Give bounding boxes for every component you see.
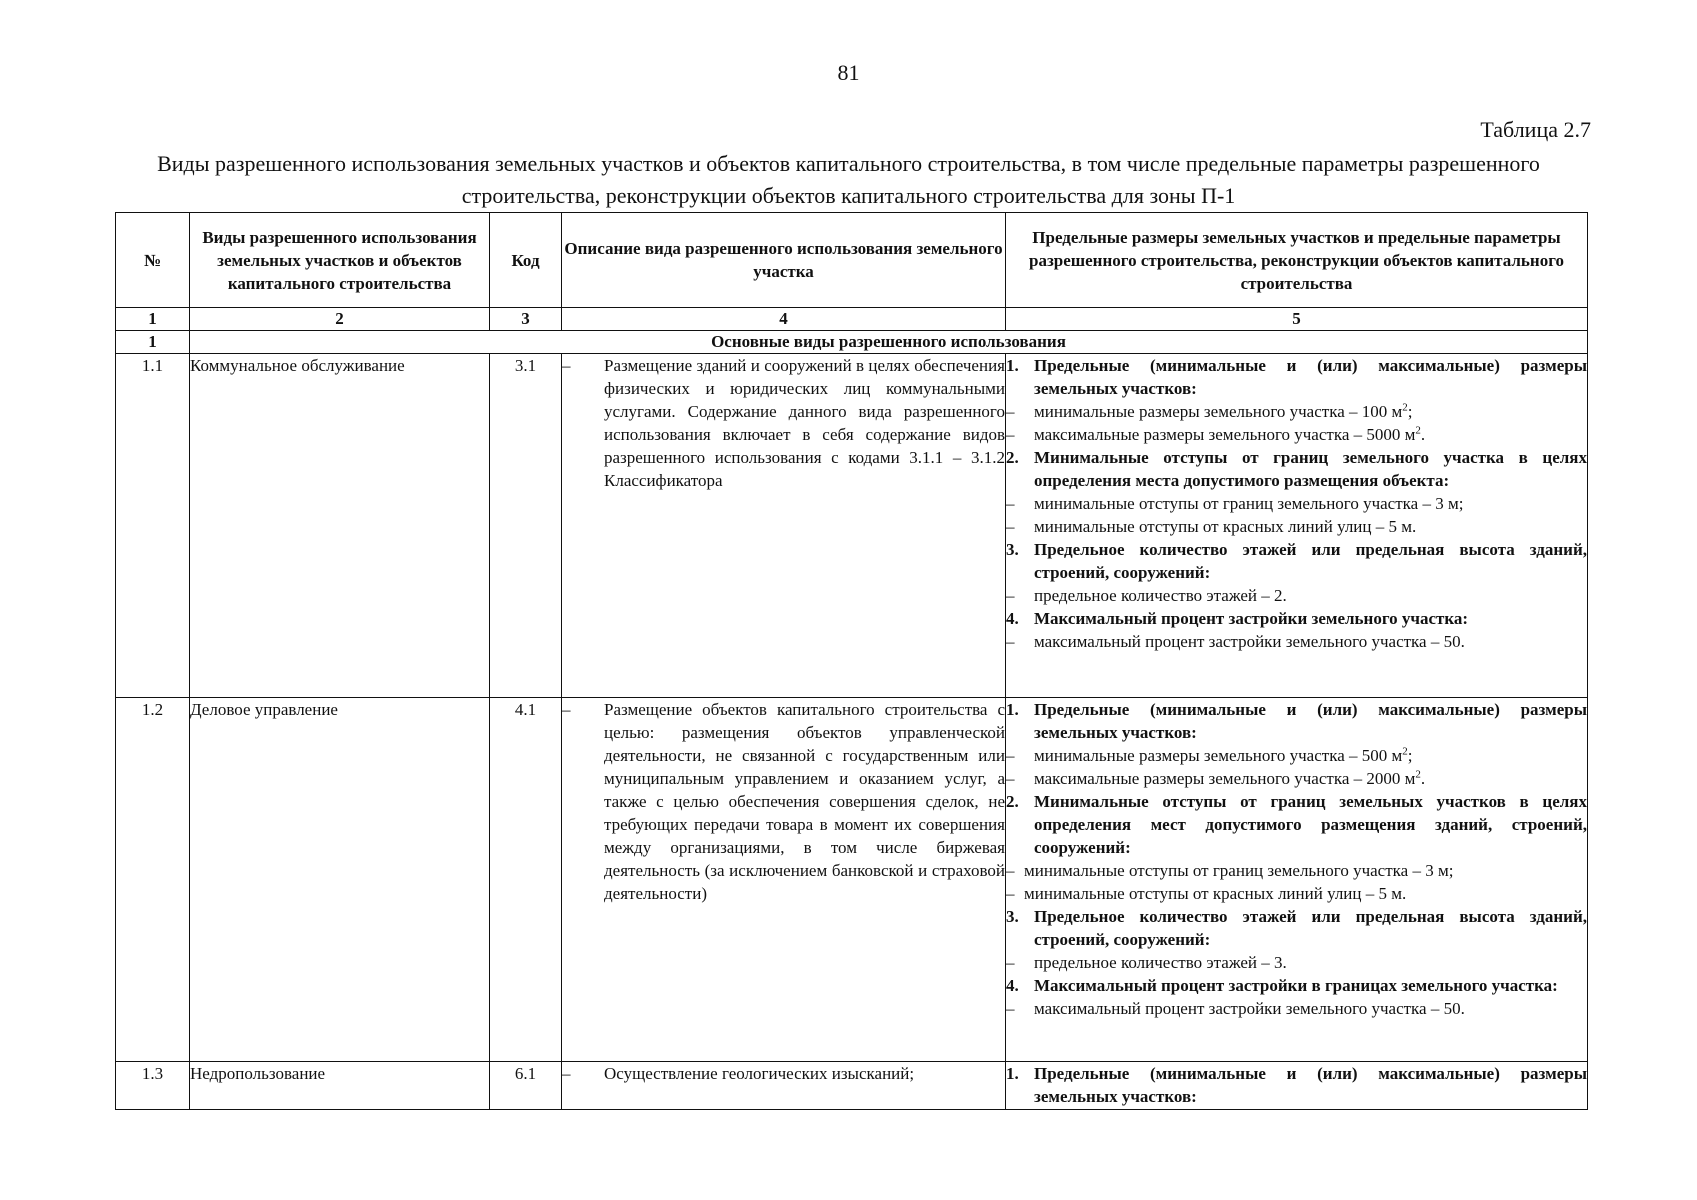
param-heading: Минимальные отступы от границ земельных участков в целях определения мест допустимого размещения зданий, строений, сооружений: xyxy=(1034,792,1587,857)
item-number: 3. xyxy=(1006,907,1019,926)
row-code: 4.1 xyxy=(490,698,562,1062)
column-number-row xyxy=(116,308,1588,331)
superscript: 2 xyxy=(1402,401,1408,414)
punctuation: ; xyxy=(1407,746,1413,765)
column-number: 5 xyxy=(1006,308,1588,331)
item-number: 4. xyxy=(1006,609,1019,628)
row-num: 1.3 xyxy=(116,1062,190,1110)
param-heading: Предельное количество этажей или предельная высота зданий, строений, сооружений: xyxy=(1034,907,1587,949)
desc-text: Размещение объектов капитального строительства с целью: размещения объектов управленческой деятельности, не связанной с государственным или муниципальным управлением и оказанием услуг, а также с целью обеспечения совершения сделок, не требующих передачи товара в момент их совершения между организациями, в том числе биржевая деятельность (за исключением банковской и страховой деятельности) xyxy=(604,700,1005,903)
param-value: максимальные размеры земельного участка – 2000 м xyxy=(1034,769,1416,788)
superscript: 2 xyxy=(1415,768,1421,781)
dash-marker: – xyxy=(1006,746,1015,765)
dash-marker: – xyxy=(1006,861,1015,880)
row-desc xyxy=(562,698,1006,1062)
zoning-table xyxy=(115,212,1588,1110)
param-heading: Предельные (минимальные и (или) максимальные) размеры земельных участков: xyxy=(1034,356,1587,398)
header-kind: Виды разрешенного использования земельных участков и объектов капитального строительства xyxy=(190,213,490,308)
dash-marker: – xyxy=(1006,884,1015,903)
dash-marker: – xyxy=(1006,632,1015,651)
param-heading: Максимальный процент застройки в границах земельного участка: xyxy=(1034,976,1558,995)
item-number: 1. xyxy=(1006,1064,1019,1083)
header-code: Код xyxy=(490,213,562,308)
param-value: максимальный процент застройки земельного участка – 50. xyxy=(1034,999,1465,1018)
param-heading: Максимальный процент застройки земельного участка: xyxy=(1034,609,1469,628)
row-params xyxy=(1006,1062,1588,1110)
table-row xyxy=(116,354,1588,698)
item-number: 1. xyxy=(1006,356,1019,375)
section-title: Основные виды разрешенного использования xyxy=(190,331,1588,354)
param-value: минимальные отступы от красных линий улиц – 5 м. xyxy=(1024,884,1407,903)
dash-marker: – xyxy=(1006,494,1015,513)
row-kind: Недропользование xyxy=(190,1062,490,1110)
row-code: 6.1 xyxy=(490,1062,562,1110)
dash-marker: – xyxy=(1006,517,1015,536)
row-desc xyxy=(562,354,1006,698)
row-kind: Деловое управление xyxy=(190,698,490,1062)
column-number: 2 xyxy=(190,308,490,331)
dash-marker: – xyxy=(1006,586,1015,605)
dash-marker: – xyxy=(1006,953,1015,972)
row-params xyxy=(1006,698,1588,1062)
param-value: максимальный процент застройки земельного участка – 50. xyxy=(1034,632,1465,651)
dash-marker: – xyxy=(562,700,571,719)
superscript: 2 xyxy=(1415,424,1421,437)
dash-marker: – xyxy=(562,356,571,375)
section-row xyxy=(116,331,1588,354)
header-desc: Описание вида разрешенного использования земельного участка xyxy=(562,213,1006,308)
param-heading: Минимальные отступы от границ земельного участка в целях определения места допустимого размещения объекта: xyxy=(1034,448,1587,490)
column-number: 3 xyxy=(490,308,562,331)
page-number: 81 xyxy=(837,60,860,85)
column-number: 4 xyxy=(562,308,1006,331)
dash-marker: – xyxy=(562,1064,571,1083)
superscript: 2 xyxy=(1402,745,1408,758)
row-desc xyxy=(562,1062,1006,1110)
header-num: № xyxy=(116,213,190,308)
item-number: 1. xyxy=(1006,700,1019,719)
section-num: 1 xyxy=(116,331,190,354)
param-value: предельное количество этажей – 3. xyxy=(1034,953,1287,972)
row-code: 3.1 xyxy=(490,354,562,698)
row-num: 1.2 xyxy=(116,698,190,1062)
dash-marker: – xyxy=(1006,769,1015,788)
punctuation: . xyxy=(1420,769,1426,788)
param-value: минимальные отступы от границ земельного участка – 3 м; xyxy=(1024,861,1454,880)
desc-text: Размещение зданий и сооружений в целях обеспечения физических и юридических лиц коммунальными услугами. Содержание данного вида разрешенного использования включает в себя содержание видов разрешенного использования с кодами 3.1.1 – 3.1.2 Классификатора xyxy=(604,356,1005,490)
param-value: минимальные размеры земельного участка – 500 м xyxy=(1034,746,1403,765)
param-value: минимальные отступы от границ земельного участка – 3 м; xyxy=(1034,494,1464,513)
row-params xyxy=(1006,354,1588,698)
table-label: Таблица 2.7 xyxy=(1480,117,1591,142)
row-kind: Коммунальное обслуживание xyxy=(190,354,490,698)
row-num: 1.1 xyxy=(116,354,190,698)
table-header-row xyxy=(116,213,1588,308)
param-value: минимальные отступы от красных линий улиц – 5 м. xyxy=(1034,517,1417,536)
table-row xyxy=(116,698,1588,1062)
param-value: предельное количество этажей – 2. xyxy=(1034,586,1287,605)
param-heading: Предельное количество этажей или предельная высота зданий, строений, сооружений: xyxy=(1034,540,1587,582)
item-number: 3. xyxy=(1006,540,1019,559)
dash-marker: – xyxy=(1006,402,1015,421)
param-value: минимальные размеры земельного участка – 100 м xyxy=(1034,402,1403,421)
param-heading: Предельные (минимальные и (или) максимальные) размеры земельных участков: xyxy=(1034,1064,1587,1106)
punctuation: ; xyxy=(1407,402,1413,421)
dash-marker: – xyxy=(1006,999,1015,1018)
desc-text: Осуществление геологических изысканий; xyxy=(604,1064,915,1083)
param-value: максимальные размеры земельного участка – 5000 м xyxy=(1034,425,1416,444)
punctuation: . xyxy=(1420,425,1426,444)
item-number: 2. xyxy=(1006,792,1019,811)
column-number: 1 xyxy=(116,308,190,331)
dash-marker: – xyxy=(1006,425,1015,444)
item-number: 4. xyxy=(1006,976,1019,995)
item-number: 2. xyxy=(1006,448,1019,467)
param-heading: Предельные (минимальные и (или) максимальные) размеры земельных участков: xyxy=(1034,700,1587,742)
table-title: Виды разрешенного использования земельных участков и объектов капитального строительства, в том числе предельные параметры разрешенного строительства, реконструкции объектов капитального строительства для зоны П-1 xyxy=(157,151,1540,208)
table-row xyxy=(116,1062,1588,1110)
header-params: Предельные размеры земельных участков и предельные параметры разрешенного строительства, реконструкции объектов капитального строительства xyxy=(1006,213,1588,308)
